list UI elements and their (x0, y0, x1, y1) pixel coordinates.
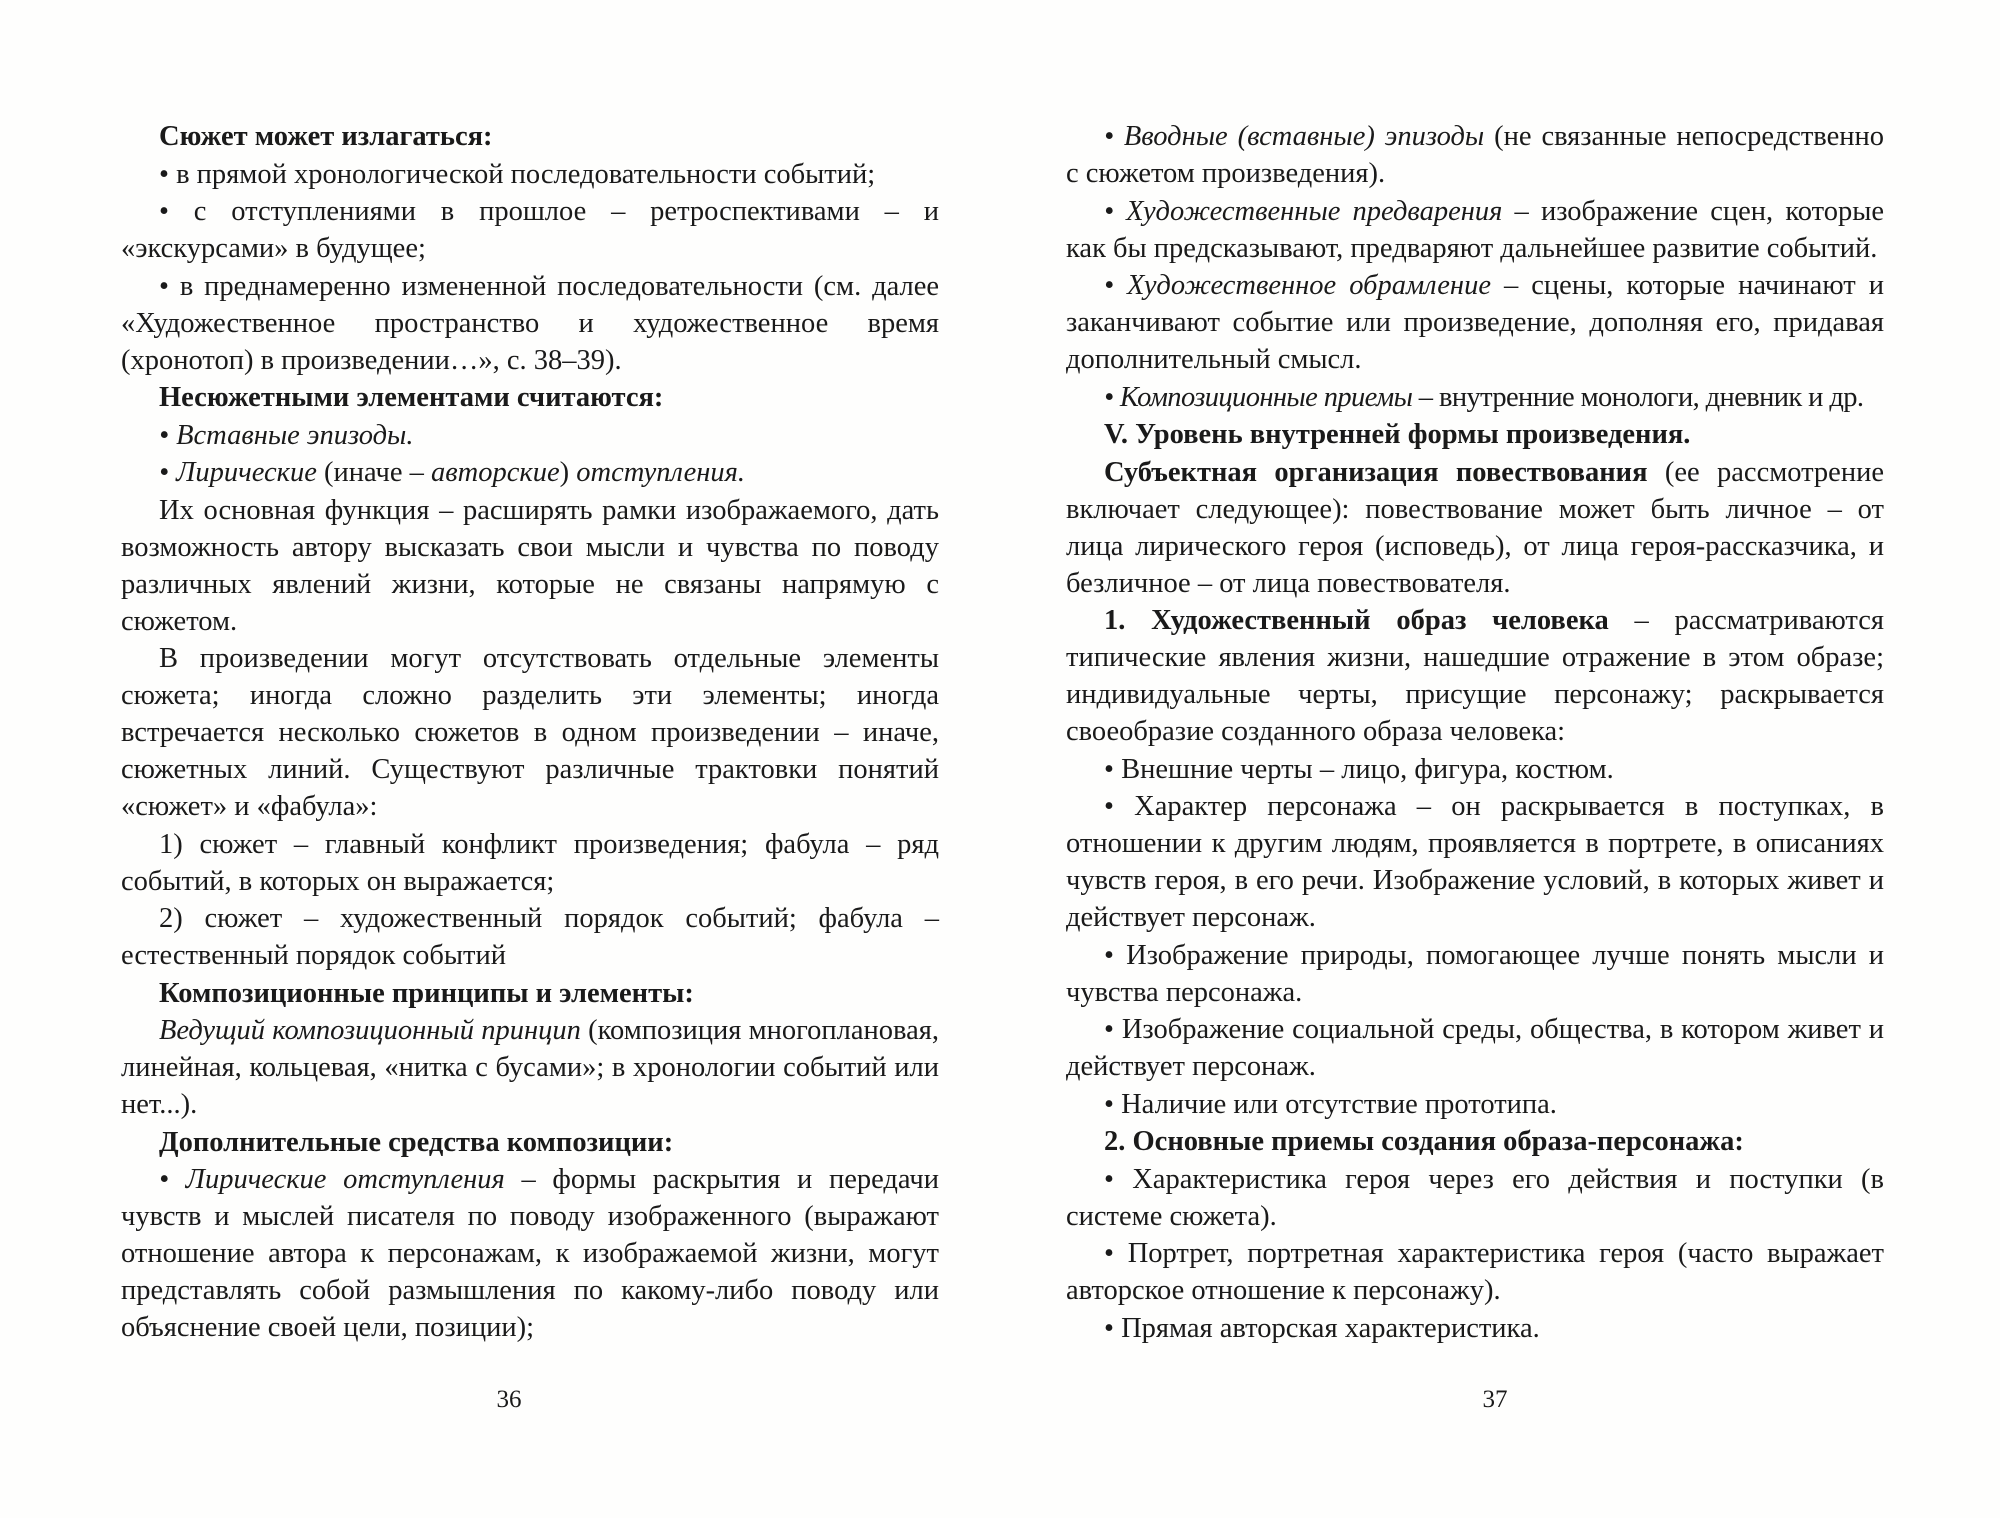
italic-text: • Лирические (159, 457, 317, 488)
right-page (1066, 118, 1884, 1347)
paragraph: В произведении могут отсутствовать отдельные элементы сюжета; иногда сложно разделить эти элементы; иногда встречается несколько сюжетов в одном произведении – иначе, сюжетных линий. Существуют различные трактовки понятий «сюжет» и «фабула»: (121, 643, 939, 822)
paragraph: Их основная функция – расширять рамки изображаемого, дать возможность автору высказать свои мысли и чувства по поводу различных явлений жизни, которые не связаны напрямую с сюжетом. (121, 494, 939, 637)
paragraph: • Характеристика героя через его действия и поступки (в системе сюжета). (1066, 1163, 1884, 1232)
italic-text: • Художественное обрамление (1104, 270, 1491, 301)
paragraph: • с отступлениями в прошлое – ретроспективами – и «экскурсами» в будущее; (121, 196, 939, 264)
page-number-right: 37 (1482, 1386, 1508, 1413)
heading-character-techniques: 2. Основные приемы создания образа-персонажа: (1104, 1126, 1744, 1157)
italic-text: отступления. (576, 457, 746, 488)
page-number-left: 36 (496, 1386, 522, 1413)
text: – изображение сцен, которые как бы предсказывают, предваряют дальнейшее развитие событий. (1066, 195, 1884, 264)
text: – внутренние монологи, дневник и др. (1412, 381, 1864, 413)
paragraph: • Изображение социальной среды, общества, в котором живет и действует персонаж. (1066, 1014, 1884, 1082)
paragraph (1066, 193, 1884, 267)
bold-text: 1. Художественный образ человека (1104, 605, 1609, 636)
text: ) (559, 457, 577, 488)
paragraph: • Прямая авторская характеристика. (1104, 1312, 1540, 1344)
left-page (121, 118, 939, 1347)
paragraph: • Наличие или отсутствие прототипа. (1104, 1088, 1557, 1120)
heading-composition-principles: Композиционные принципы и элементы: (159, 977, 694, 1009)
text: (иначе – (316, 457, 432, 488)
heading-inner-form-level: V. Уровень внутренней формы произведения. (1104, 419, 1691, 450)
paragraph: • Характер персонажа – он раскрывается в поступках, в отношении к другим людям, проявляется в портрете, в описаниях чувств героя, в его речи. Изображение условий, в которых живет и действует персонаж. (1066, 791, 1884, 933)
italic-text: авторские (431, 457, 560, 488)
paragraph (1066, 267, 1884, 378)
paragraph: • в прямой хронологической последовательности событий; (159, 158, 876, 190)
paragraph (1066, 454, 1884, 602)
italic-text: • Композиционные приемы (1104, 381, 1413, 413)
paragraph (121, 454, 939, 491)
italic-text: Ведущий композиционный принцип (159, 1015, 581, 1046)
heading-plot-exposition: Сюжет может излагаться: (159, 121, 493, 152)
paragraph (121, 1012, 939, 1123)
paragraph (1066, 379, 1884, 416)
text: – рассматриваются типические явления жизни, нашедшие отражение в этом образе; индивидуальные черты, присущие персонажу; раскрывается своеобразие созданного образа человека: (1066, 605, 1884, 747)
text: (ее рассмотрение включает следующее): повествование может быть личное – от лица лирического героя (исповедь), от лица героя-рассказчика, и безличное – от лица повествователя. (1066, 456, 1884, 599)
bold-text: Субъектная организация повествования (1104, 456, 1648, 488)
italic-text: • Вводные (вставные) эпизоды (1104, 121, 1485, 152)
paragraph: 1) сюжет – главный конфликт произведения; фабула – ряд событий, в которых он выражается; (121, 828, 939, 897)
paragraph: • Портрет, портретная характеристика героя (часто выражает авторское отношение к персонажу). (1066, 1238, 1884, 1306)
italic-text: • Лирические отступления (159, 1164, 505, 1195)
text: – формы раскрытия и передачи чувств и мыслей писателя по поводу изображенного (выражают отношение автора к персонажам, к изображаемой жизни, могут представлять собой размышления по какому-либо поводу или объяснение своей цели, позиции); (121, 1164, 939, 1343)
text: – сцены, которые начинают и заканчивают событие или произведение, дополняя его, придавая дополнительный смысл. (1066, 270, 1884, 375)
paragraph (1066, 118, 1884, 192)
paragraph: • Вставные эпизоды. (159, 419, 414, 451)
paragraph: 2) сюжет – художественный порядок событий; фабула – естественный порядок событий (121, 903, 939, 971)
heading-nonplot-elements: Несюжетными элементами считаются: (159, 382, 664, 413)
text: (композиция многоплановая, линейная, кольцевая, «нитка с бусами»; в хронологии событий или нет...). (121, 1015, 939, 1120)
paragraph (121, 1161, 939, 1346)
paragraph (1066, 602, 1884, 750)
italic-text: • Художественные предварения (1104, 195, 1503, 227)
text: (не связанные непосредственно с сюжетом произведения). (1066, 121, 1884, 189)
paragraph: • Изображение природы, помогающее лучше понять мысли и чувства персонажа. (1066, 939, 1884, 1008)
paragraph: • в преднамеренно измененной последовательности (см. далее «Художественное пространство и художественное время (хронотоп) в произведении…», с. 38–39). (121, 270, 939, 376)
heading-additional-means: Дополнительные средства композиции: (159, 1126, 674, 1158)
paragraph: • Внешние черты – лицо, фигура, костюм. (1104, 753, 1614, 785)
